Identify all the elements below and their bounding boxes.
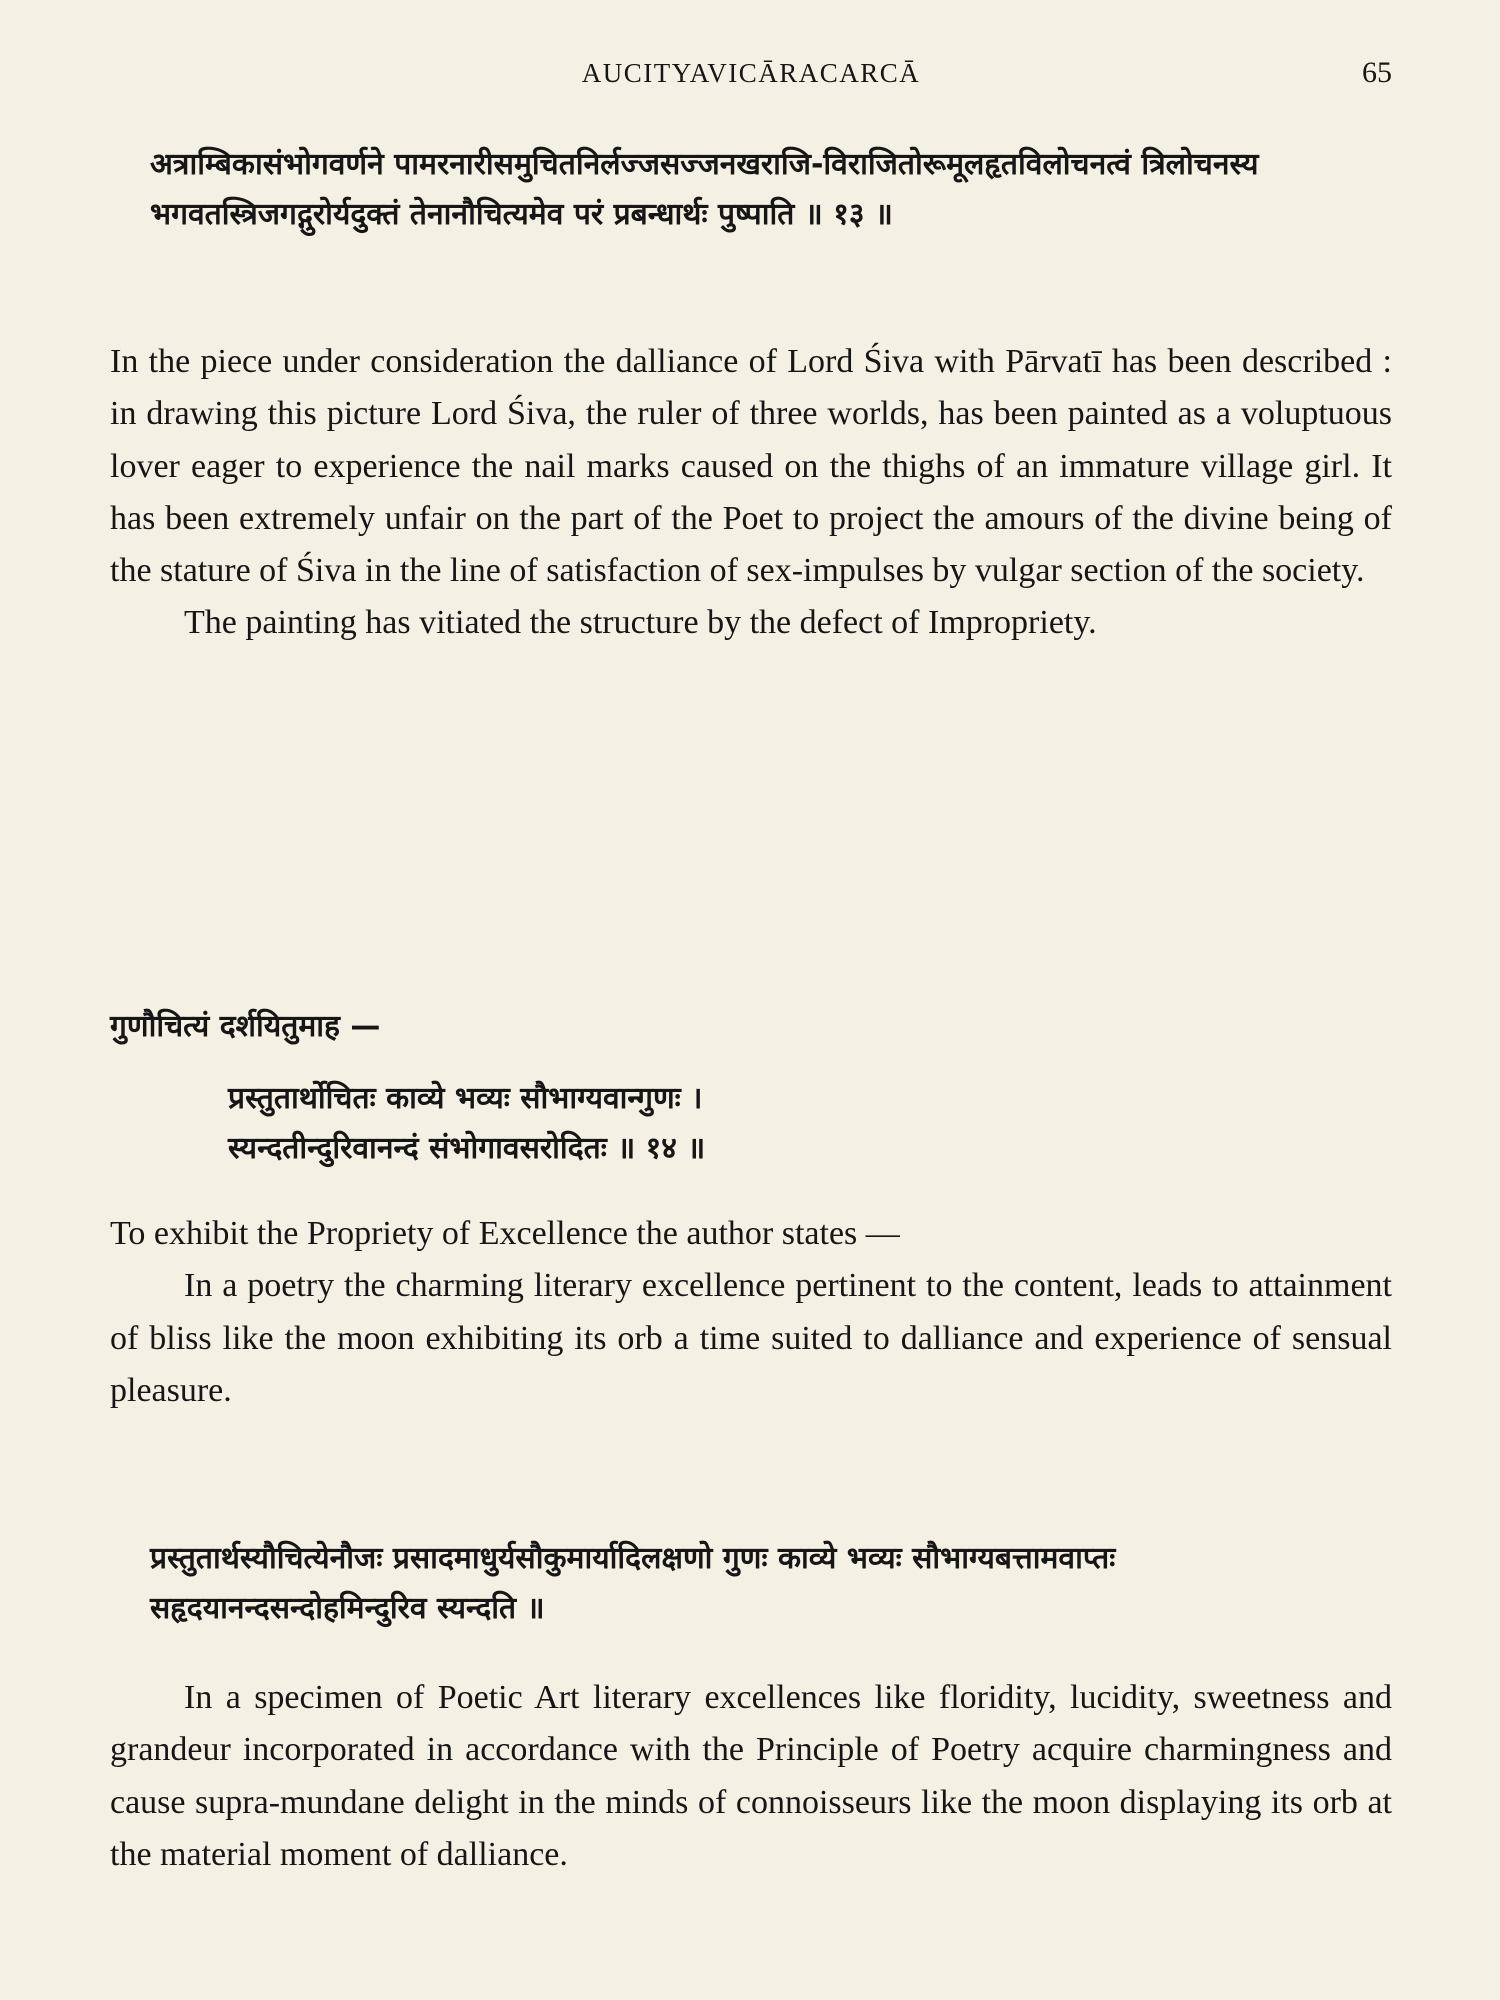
sanskrit-text: अत्राम्बिकासंभोगवर्णने पामरनारीसमुचितनिर्लज्जसज्जनखराजि-विराजितोरूमूलहृतविलोचनत्वं त्रिलोचनस्य भगवतस्त्रिजगद्गुरोर्यदुक्तं तेनानौचित्यमेव परं प्रबन्धार्थः पुष्पाति ॥ १३ ॥	[150, 147, 1259, 232]
sanskrit-commentary-14	[110, 1534, 1392, 1634]
sanskrit-commentary-13	[110, 140, 1392, 240]
sanskrit-text: प्रस्तुतार्थस्यौचित्येनौजः प्रसादमाधुर्यसौकुमार्यादिलक्षणो गुणः काव्ये भव्यः सौभाग्यबत्तामवाप्तः सहृदयानन्दसन्दोहमिन्दुरिव स्यन्दति ॥	[150, 1541, 1116, 1626]
verse-line: प्रस्तुतार्थोचितः काव्ये भव्यः सौभाग्यवान्गुणः ।	[228, 1081, 703, 1116]
verse-14	[110, 1074, 1500, 1174]
paragraph: In a specimen of Poetic Art literary excellences like floridity, lucidity, sweetness and grandeur incorporated in accordance with the Principle of Poetry acquire charmingness and cause supra-mundane delight in the minds of connoisseurs like the moon displaying its orb at the material moment of dalliance.	[110, 1679, 1392, 1873]
intro-line: गुणौचित्यं दर्शयितुमाह —	[110, 1009, 381, 1044]
running-title: AUCITYAVICĀRACARCĀ	[581, 58, 921, 88]
commentary-14-translation	[110, 1672, 1392, 1881]
verse-translation: In a poetry the charming literary excellence pertinent to the content, leads to attainment of bliss like the moon exhibiting its orb a time suited to dalliance and experience of sensual pleasure.	[110, 1267, 1392, 1409]
paragraph: The painting has vitiated the structure by the defect of Impropriety.	[184, 604, 1097, 642]
translation-14	[110, 1208, 1392, 1417]
page-header	[110, 58, 1392, 98]
translation-13	[110, 336, 1392, 650]
paragraph: In the piece under consideration the dalliance of Lord Śiva with Pārvatī has been described : in drawing this picture Lord Śiva, the ruler of three worlds, has been painted as a voluptuous lover eager to experience the nail marks caused on the thighs of an immature village girl. It has been extremely unfair on the part of the Poet to project the amours of the divine being of the stature of Śiva in the line of satisfaction of sex-impulses by vulgar section of the society.	[110, 343, 1392, 590]
intro-translation: To exhibit the Propriety of Excellence the author states —	[110, 1215, 900, 1252]
page-number: 65	[1362, 56, 1392, 89]
sanskrit-intro	[110, 1002, 1392, 1052]
verse-line: स्यन्दतीन्दुरिवानन्दं संभोगावसरोदितः ॥ १४ ॥	[228, 1131, 706, 1166]
